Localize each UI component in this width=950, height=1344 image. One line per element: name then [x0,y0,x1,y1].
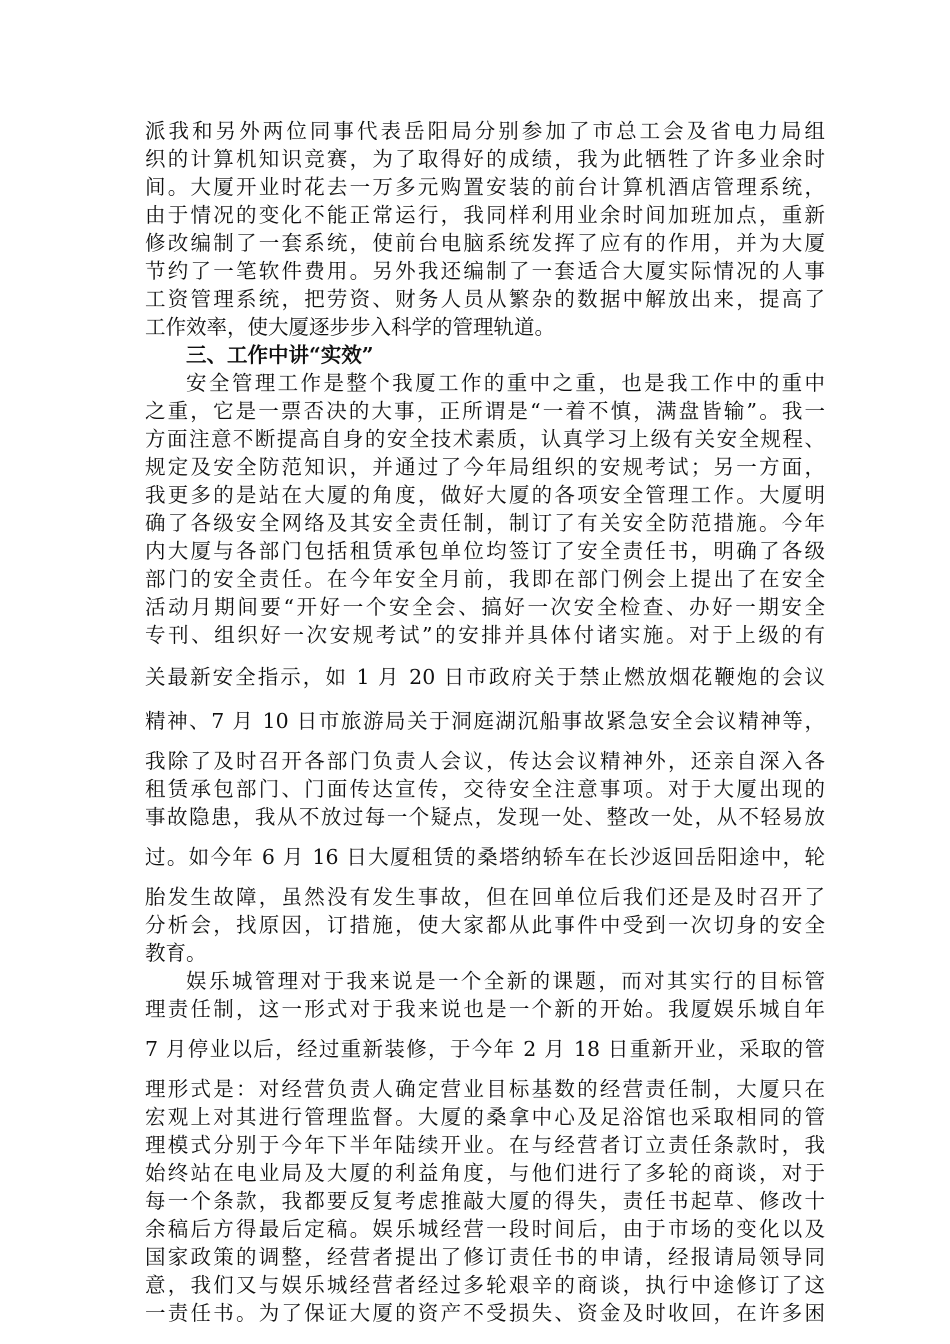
body-line: 租赁承包部门、门面传达宣传，交待安全注意事项。对于大厦出现的 [145,777,825,801]
body-line: 部门的安全责任。在今年安全月前，我即在部门例会上提出了在安全 [145,567,825,591]
body-line: 每一个条款，我都要反复考虑推敲大厦的得失，责任书起草、修改十 [145,1189,825,1213]
body-line: 我除了及时召开各部门负责人会议，传达会议精神外，还亲自深入各 [145,749,825,773]
paragraph-first-line: 娱乐城管理对于我来说是一个全新的课题，而对其实行的目标管 [186,969,825,993]
body-line: 理模式分别于今年下半年陆续开业。在与经营者订立责任条款时，我 [145,1133,825,1157]
body-line: 一责任书。为了保证大厦的资产不受损失、资金及时收回，在许多困 [145,1301,825,1325]
body-line: 节约了一笔软件费用。另外我还编制了一套适合大厦实际情况的人事 [145,259,825,283]
body-line: 分析会，找原因，订措施，使大家都从此事件中受到一次切身的安全 [145,913,825,937]
body-line: 规定及安全防范知识，并通过了今年局组织的安规考试；另一方面， [145,455,825,479]
body-line: 织的计算机知识竞赛，为了取得好的成绩，我为此牺牲了许多业余时 [145,147,825,171]
body-line: 确了各级安全网络及其安全责任制，制订了有关安全防范措施。今年 [145,511,825,535]
body-line: 工作效率，使大厦逐步步入科学的管理轨道。 [145,315,555,339]
body-line: 教育。 [145,941,207,965]
body-line: 方面注意不断提高自身的安全技术素质，认真学习上级有关安全规程、 [145,427,825,451]
body-line: 理责任制，这一形式对于我来说也是一个新的开始。我厦娱乐城自年 [145,997,825,1021]
section-heading: 三、工作中讲“实效” [186,343,374,367]
body-line: 工资管理系统，把劳资、财务人员从繁杂的数据中解放出来，提高了 [145,287,825,311]
body-line: 派我和另外两位同事代表岳阳局分别参加了市总工会及省电力局组 [145,119,825,143]
body-line: 理形式是：对经营负责人确定营业目标基数的经营责任制，大厦只在 [145,1077,825,1101]
body-line: 胎发生故障，虽然没有发生事故，但在回单位后我们还是及时召开了 [145,885,825,909]
body-line: 活动月期间要“开好一个安全会、搞好一次安全检查、办好一期安全 [145,595,825,619]
body-line: 7 月停业以后，经过重新装修，于今年 2 月 18 日重新开业，采取的管 [145,1037,825,1061]
body-line: 宏观上对其进行管理监督。大厦的桑拿中心及足浴馆也采取相同的管 [145,1105,825,1129]
body-line: 专刊、组织好一次安规考试”的安排并具体付诸实施。对于上级的有 [145,623,825,647]
body-line: 事故隐患，我从不放过每一个疑点，发现一处、整改一处，从不轻易放 [145,805,825,829]
body-line: 意，我们又与娱乐城经营者经过多轮艰辛的商谈，执行中途修订了这 [145,1273,825,1297]
body-line: 国家政策的调整，经营者提出了修订责任书的申请，经报请局领导同 [145,1245,825,1269]
body-line: 之重，它是一票否决的大事，正所谓是“一着不慎，满盘皆输”。我一 [145,399,825,423]
body-line: 修改编制了一套系统，使前台电脑系统发挥了应有的作用，并为大厦 [145,231,825,255]
body-line: 关最新安全指示，如 1 月 20 日市政府关于禁止燃放烟花鞭炮的会议 [145,665,825,689]
body-line: 内大厦与各部门包括租赁承包单位均签订了安全责任书，明确了各级 [145,539,825,563]
body-line: 精神、7 月 10 日市旅游局关于洞庭湖沉船事故紧急安全会议精神等， [145,709,825,733]
body-line: 余稿后方得最后定稿。娱乐城经营一段时间后，由于市场的变化以及 [145,1217,825,1241]
body-line: 间。大厦开业时花去一万多元购置安装的前台计算机酒店管理系统， [145,175,825,199]
body-line: 过。如今年 6 月 16 日大厦租赁的桑塔纳轿车在长沙返回岳阳途中，轮 [145,845,825,869]
paragraph-first-line: 安全管理工作是整个我厦工作的重中之重，也是我工作中的重中 [186,371,825,395]
body-line: 我更多的是站在大厦的角度，做好大厦的各项安全管理工作。大厦明 [145,483,825,507]
body-line: 始终站在电业局及大厦的利益角度，与他们进行了多轮的商谈，对于 [145,1161,825,1185]
body-line: 由于情况的变化不能正常运行，我同样利用业余时间加班加点，重新 [145,203,825,227]
